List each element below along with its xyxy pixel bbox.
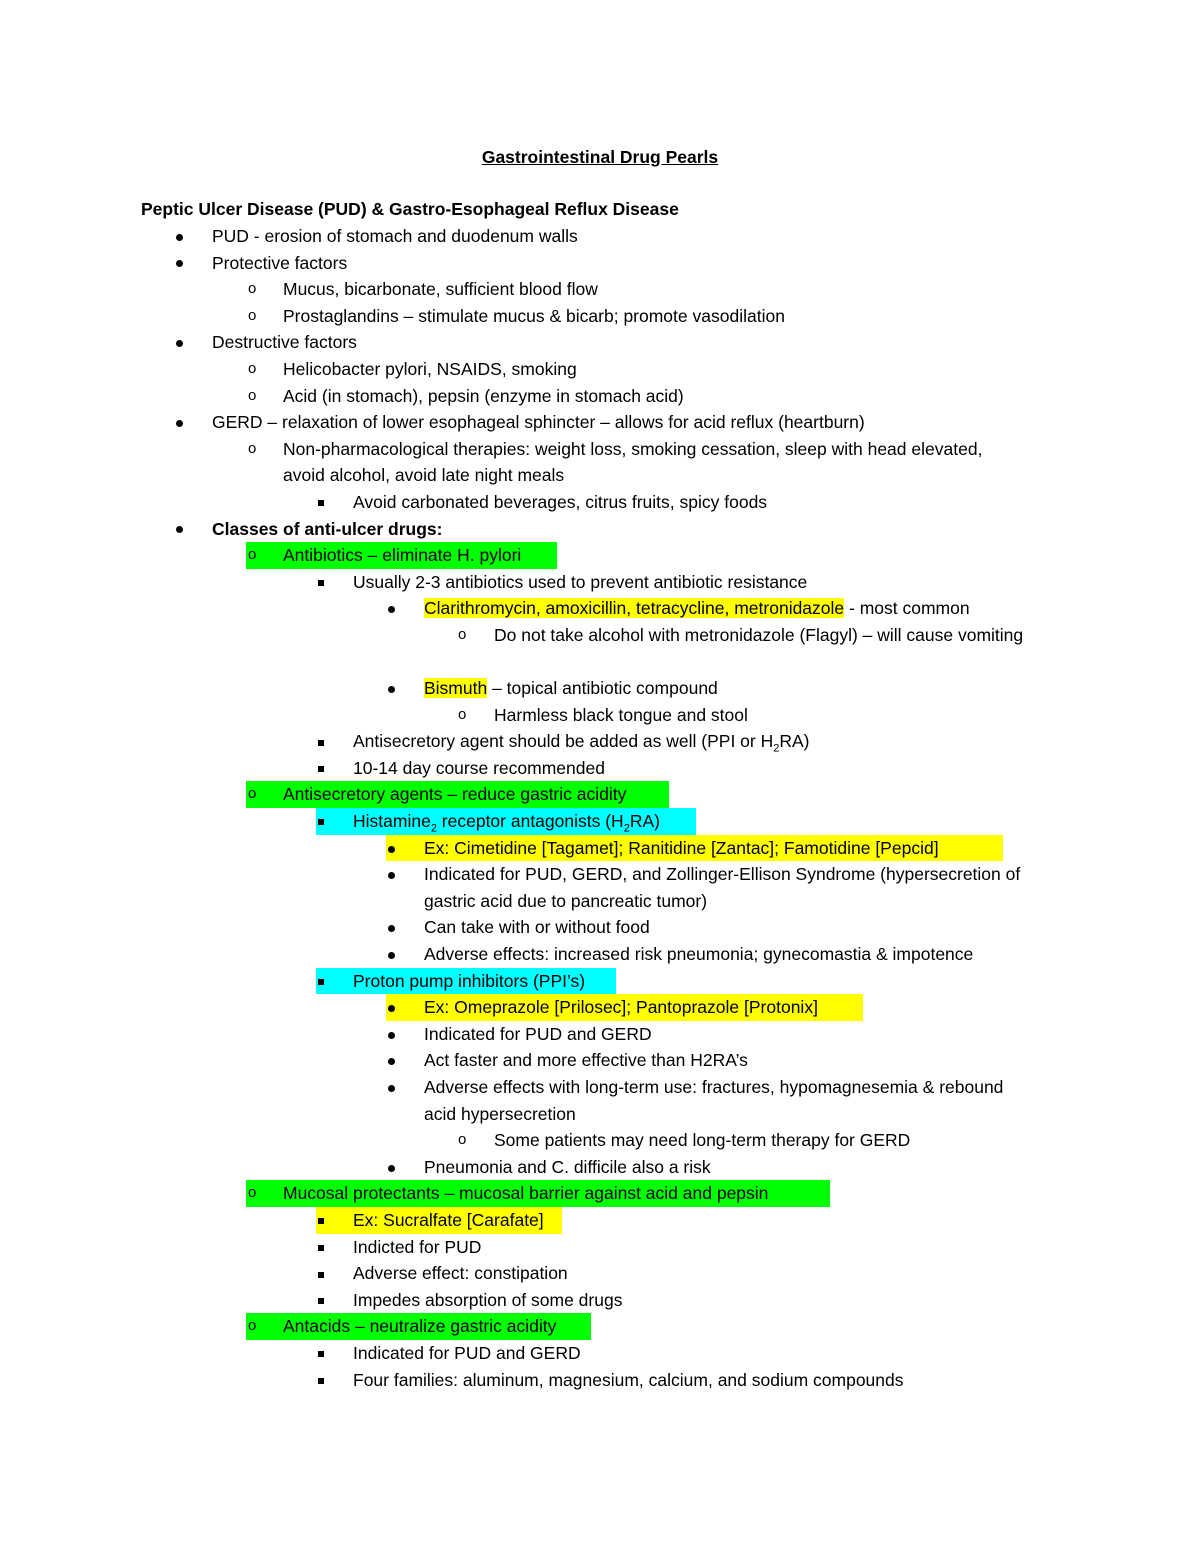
list-item: Indicted for PUD (0, 1234, 1200, 1261)
list-item: Protective factors (0, 250, 1200, 277)
square-bullet-icon (318, 1287, 324, 1314)
bullet-icon (176, 223, 183, 250)
list-item: Pneumonia and C. difficile also a risk (0, 1154, 1200, 1181)
square-bullet-icon (318, 1367, 324, 1394)
square-bullet-icon (318, 569, 324, 596)
circle-bullet-icon: o (248, 359, 257, 377)
list-item: Avoid carbonated beverages, citrus fruits, spicy foods (0, 489, 1200, 516)
list-item: o Mucosal protectants – mucosal barrier against acid and pepsin (0, 1180, 1200, 1207)
list-item: Indicated for PUD and GERD (0, 1340, 1200, 1367)
bullet-icon (388, 1074, 395, 1101)
list-item: Indicated for PUD and GERD (0, 1021, 1200, 1048)
square-bullet-icon (318, 489, 324, 516)
bullet-icon (388, 914, 395, 941)
list-item: o Acid (in stomach), pepsin (enzyme in stomach acid) (0, 383, 1200, 410)
list-item: Adverse effect: constipation (0, 1260, 1200, 1287)
bullet-icon (176, 516, 183, 543)
square-bullet-icon (318, 755, 324, 782)
list-item: Impedes absorption of some drugs (0, 1287, 1200, 1314)
circle-bullet-icon: o (248, 439, 257, 457)
list-item: Indicated for PUD, GERD, and Zollinger-Ellison Syndrome (hypersecretion of gastric acid due to pancreatic tumor) (0, 861, 1200, 914)
outline (0, 223, 1200, 1393)
list-item: 10-14 day course recommended (0, 755, 1200, 782)
square-bullet-icon (318, 728, 324, 755)
bullet-icon (388, 994, 395, 1021)
circle-bullet-icon: o (248, 386, 257, 404)
list-item: o Antisecretory agents – reduce gastric acidity (0, 781, 1200, 808)
circle-bullet-icon: o (458, 625, 467, 643)
list-item: GERD – relaxation of lower esophageal sphincter – allows for acid reflux (heartburn) (0, 409, 1200, 436)
list-item: Histamine$_2$ receptor antagonists $(H_2RA)$ (0, 808, 1200, 835)
bullet-icon (388, 835, 395, 862)
circle-bullet-icon: o (248, 280, 257, 298)
page-title: Gastrointestinal Drug Pearls (481, 147, 719, 167)
list-item: Antisecretory agent should be added as well (PPI or $H_2RA$) (0, 728, 1200, 755)
list-item: o Non-pharmacological therapies: weight loss, smoking cessation, sleep with head elevated, avoid alcohol, avoid late night meals (0, 436, 1200, 489)
bullet-icon (388, 1154, 395, 1181)
list-item: o Antibiotics – eliminate H. pylori (0, 542, 1200, 569)
square-bullet-icon (318, 1260, 324, 1287)
list-item: Classes of anti-ulcer drugs: (0, 516, 1200, 543)
bullet-icon (176, 409, 183, 436)
square-bullet-icon (318, 968, 324, 995)
square-bullet-icon (318, 1340, 324, 1367)
bullet-icon (388, 861, 395, 888)
list-item: Clarithromycin, amoxicillin, tetracycline, metronidazole - most common (0, 595, 1200, 622)
list-item: Ex: Sucralfate [Carafate] (0, 1207, 1200, 1234)
square-bullet-icon (318, 1207, 324, 1234)
circle-bullet-icon: o (248, 785, 257, 803)
section-heading: Peptic Ulcer Disease (PUD) & Gastro-Esophageal Reflux Disease (141, 199, 679, 219)
bullet-icon (388, 1021, 395, 1048)
list-item: Adverse effects with long-term use: fractures, hypomagnesemia & rebound acid hypersecretion (0, 1074, 1200, 1127)
circle-bullet-icon: o (458, 705, 467, 723)
list-item: o Antacids – neutralize gastric acidity (0, 1313, 1200, 1340)
bullet-icon (388, 675, 395, 702)
square-bullet-icon (318, 1234, 324, 1261)
list-item: Adverse effects: increased risk pneumonia; gynecomastia & impotence (0, 941, 1200, 968)
list-item: Usually 2-3 antibiotics used to prevent antibiotic resistance (0, 569, 1200, 596)
circle-bullet-icon: o (248, 546, 257, 564)
circle-bullet-icon: o (248, 306, 257, 324)
list-item: Four families: aluminum, magnesium, calcium, and sodium compounds (0, 1367, 1200, 1394)
list-item: o Some patients may need long-term therapy for GERD (0, 1127, 1200, 1154)
list-item: Proton pump inhibitors (PPI’s) (0, 968, 1200, 995)
list-item: Ex: Cimetidine [Tagamet]; Ranitidine [Zantac]; Famotidine [Pepcid] (0, 835, 1200, 862)
list-item: Bismuth – topical antibiotic compound (0, 675, 1200, 702)
list-item: o Do not take alcohol with metronidazole (Flagyl) – will cause vomiting (0, 622, 1200, 675)
list-item: Ex: Omeprazole [Prilosec]; Pantoprazole [Protonix] (0, 994, 1200, 1021)
bullet-icon (176, 250, 183, 277)
circle-bullet-icon: o (248, 1184, 257, 1202)
circle-bullet-icon: o (458, 1131, 467, 1149)
bullet-icon (176, 329, 183, 356)
circle-bullet-icon: o (248, 1317, 257, 1335)
square-bullet-icon (318, 808, 324, 835)
list-item: o Helicobacter pylori, NSAIDS, smoking (0, 356, 1200, 383)
list-item: Destructive factors (0, 329, 1200, 356)
bullet-icon (388, 1047, 395, 1074)
list-item: o Mucus, bicarbonate, sufficient blood flow (0, 276, 1200, 303)
list-item: o Harmless black tongue and stool (0, 702, 1200, 729)
list-item: PUD - erosion of stomach and duodenum walls (0, 223, 1200, 250)
list-item: o Prostaglandins – stimulate mucus & bicarb; promote vasodilation (0, 303, 1200, 330)
list-item: Can take with or without food (0, 914, 1200, 941)
list-item: Act faster and more effective than H2RA’s (0, 1047, 1200, 1074)
bullet-icon (388, 941, 395, 968)
bullet-icon (388, 595, 395, 622)
